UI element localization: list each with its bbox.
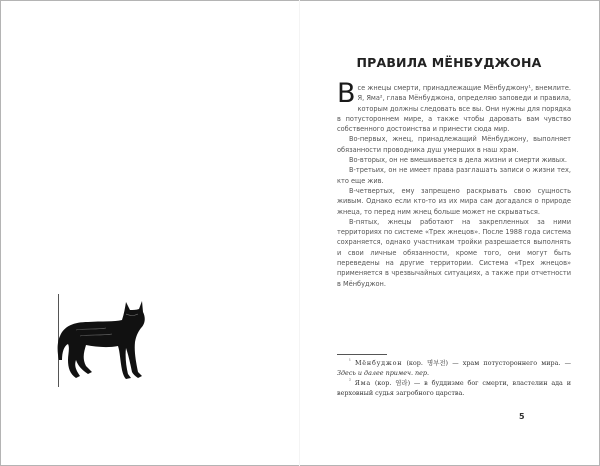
- paragraph-5: В-четвертых, ему запрещено раскрывать свою сущность живым. Однако если кто-то из их мира сам догадался о природе жнеца, то перед ним жнец больше может не скрываться.: [337, 186, 571, 216]
- page-number: 5: [519, 412, 525, 421]
- drop-cap: В: [337, 78, 356, 109]
- paragraph-3: Во-вторых, он не вмешивается в дела жизни и смерти живых.: [349, 156, 567, 165]
- footnote-1: $^{^1}$ Мёнбуджон (кор. 명부전) — храм потустороннего мира. — Здесь и далее примеч. пер.: [337, 358, 571, 377]
- paragraph-6: В-пятых, жнецы работают на закрепленных за ними территориях по системе «Трех жнецов». После 1988 года система сохраняется, однако участникам тройки разрешается выполнять и свои личные обязанности, кроме того, они могут быть переведены на другие территории. Система «Трех жнецов» применяется в чрезвычайных ситуациях, а также при отчетности в Мёнбуджон.: [337, 217, 571, 288]
- black-cat-illustration: [56, 300, 156, 382]
- paragraph-2: Во-первых, жнец, принадлежащий Мёнбуджону, выполняет обязанности проводника душ умерших в наш храм.: [337, 135, 571, 154]
- footnote-divider: [337, 354, 387, 355]
- footnotes: [337, 358, 571, 398]
- spine-gutter: [299, 0, 300, 466]
- paragraph-1: Все жнецы смерти, принадлежащие Мёнбуджону¹, внемлите. Я, Яма², глава Мёнбуджона, определяю заповеди и правила, которым должны следовать все вы. Они нужны для порядка в потустороннем мире, а также чтобы даровать вам чувство собственного достоинства и принести сюда мир.: [337, 78, 571, 134]
- body-text: [337, 78, 571, 289]
- paragraph-4: В-третьих, он не имеет права разглашать записи о жизни тех, кто еще жив.: [337, 166, 571, 185]
- footnote-2: $^{^2}$ Яма (кор. 염라) — в буддизме бог смерти, властелин ада и верховный судья загробного царства.: [337, 378, 571, 397]
- chapter-title: ПРАВИЛА МЁНБУДЖОНА: [356, 55, 542, 70]
